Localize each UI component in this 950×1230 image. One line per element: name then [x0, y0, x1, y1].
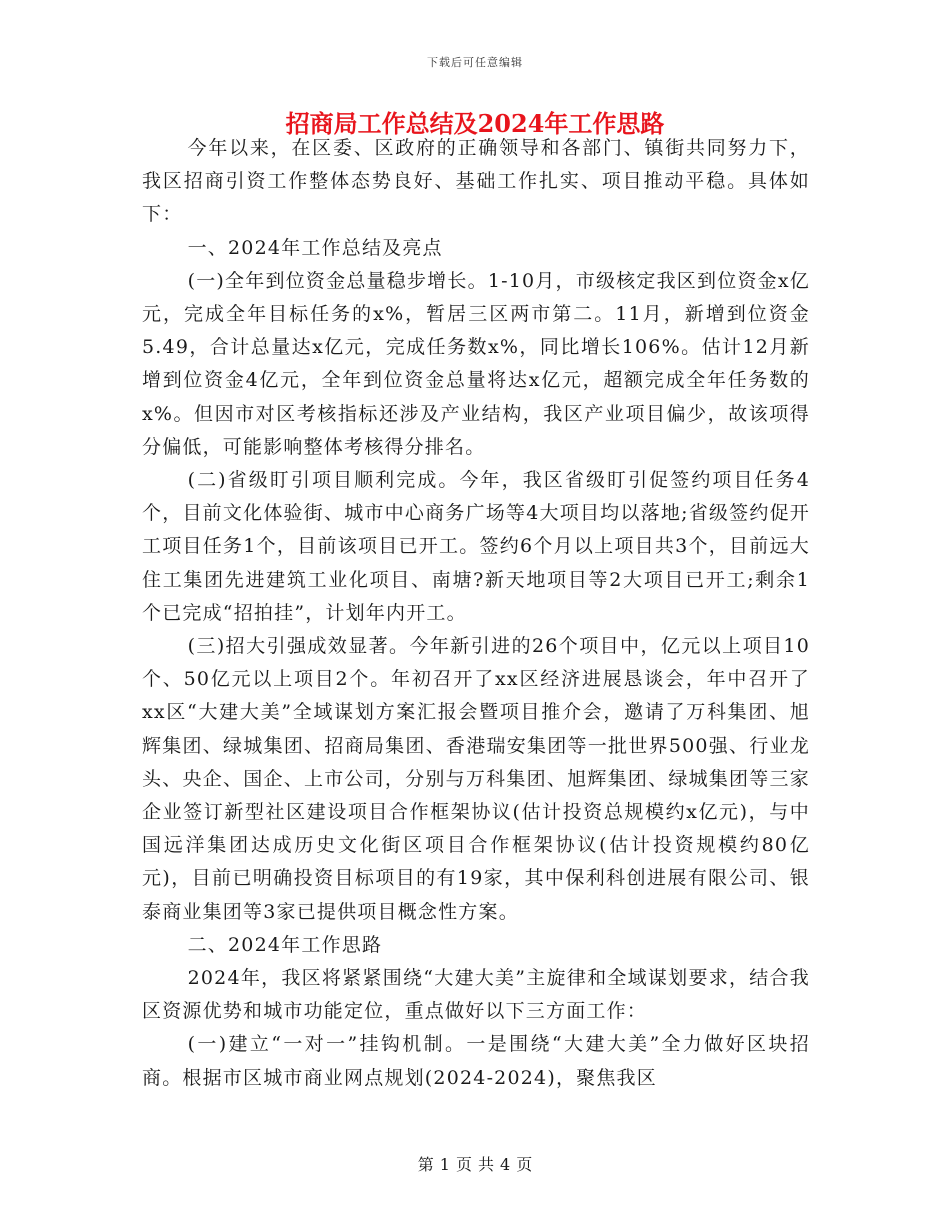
total-pages: 4: [500, 1155, 511, 1174]
page-footer: [0, 1152, 950, 1175]
section-heading-plan: 二、2024年工作思路: [187, 933, 383, 956]
footer-suffix: 页: [516, 1155, 533, 1174]
section-heading-summary: 一、2024年工作总结及亮点: [187, 236, 443, 259]
document-body: [142, 132, 810, 1095]
paragraph-plan-intro: 2024年，我区将紧紧围绕“大建大美”主旋律和全域谋划要求，结合我区资源优势和城市功能定位，重点做好以下三方面工作：: [142, 967, 810, 1023]
page-number: 1: [439, 1155, 450, 1174]
paragraph-provincial-projects: (二)省级盯引项目顺利完成。今年，我区省级盯引促签约项目任务4个，目前文化体验街、城市中心商务广场等4大项目均以落地;省级签约促开工项目任务1个，目前该项目已开工。签约6个月以上项目共3个，目前远大住工集团先进建筑工业化项目、南塘?新天地项目等2大项目已开工;剩余1个已完成“招拍挂”，计划年内开工。: [142, 469, 810, 624]
paragraph-mechanism: (一)建立“一对一”挂钩机制。一是围绕“大建大美”全力做好区块招商。根据市区城市商业网点规划(2024-2024)，聚焦我区: [142, 1033, 810, 1089]
paragraph-major-investment: (三)招大引强成效显著。今年新引进的26个项目中，亿元以上项目10个、50亿元以上项目2个。年初召开了xx区经济进展恳谈会，年中召开了xx区“大建大美”全域谋划方案汇报会暨项目推介会，邀请了万科集团、旭辉集团、绿城集团、招商局集团、香港瑞安集团等一批世界500强、行业龙头、央企、国企、上市公司，分别与万科集团、旭辉集团、绿城集团等三家企业签订新型社区建设项目合作框架协议(估计投资总规模约x亿元)，与中国远洋集团达成历史文化街区项目合作框架协议(估计投资规模约80亿元)，目前已明确投资目标项目的有19家，其中保利科创进展有限公司、银泰商业集团等3家已提供项目概念性方案。: [142, 635, 810, 923]
footer-middle: 页: [455, 1155, 472, 1174]
document-title: 招商局工作总结及2024年工作思路: [285, 109, 665, 138]
paragraph-funding: (一)全年到位资金总量稳步增长。1-10月，市级核定我区到位资金x亿元，完成全年目标任务的x%，暂居三区两市第二。11月，新增到位资金5.49，合计总量达x亿元，完成任务数x%，同比增长106%。估计12月新增到位资金4亿元，全年到位资金总量将达x亿元，超额完成全年任务数的x%。但因市对区考核指标还涉及产业结构，我区产业项目偏少，故该项得分偏低，可能影响整体考核得分排名。: [142, 269, 810, 458]
footer-prefix: 第: [417, 1155, 434, 1174]
paragraph-intro: 今年以来，在区委、区政府的正确领导和各部门、镇街共同努力下，我区招商引资工作整体态势良好、基础工作扎实、项目推动平稳。具体如下：: [142, 137, 810, 226]
footer-total-prefix: 共: [478, 1155, 495, 1174]
header-note: 下载后可任意编辑: [427, 56, 523, 69]
